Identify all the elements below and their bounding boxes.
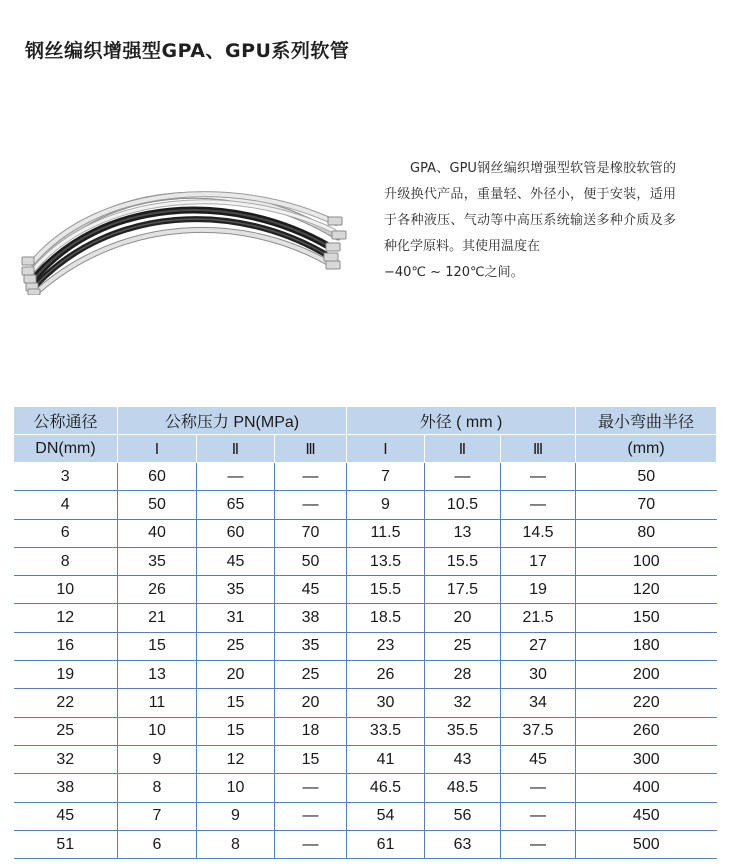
table-row bbox=[14, 830, 717, 858]
temperature-range: −40℃ ~ 120℃之间。 bbox=[384, 265, 524, 280]
table-cell: 45 bbox=[197, 547, 275, 575]
table-cell: 15 bbox=[197, 717, 275, 745]
table-row bbox=[14, 689, 717, 717]
header-od-class-2: Ⅱ bbox=[425, 435, 501, 463]
header-bend-radius-unit: (mm) bbox=[576, 435, 717, 463]
header-pressure: 公称压力 PN(MPa) bbox=[118, 407, 347, 435]
table-cell: 50 bbox=[275, 547, 347, 575]
table-cell: — bbox=[501, 463, 576, 491]
header-bend-radius: 最小弯曲半径 bbox=[576, 407, 717, 435]
table-cell: 25 bbox=[197, 632, 275, 660]
table-row bbox=[14, 717, 717, 745]
header-pressure-class-3: Ⅲ bbox=[275, 435, 347, 463]
table-row bbox=[14, 802, 717, 830]
table-cell: 9 bbox=[197, 802, 275, 830]
table-body bbox=[14, 463, 717, 859]
table-cell: 300 bbox=[576, 745, 717, 773]
header-dn: 公称通径 bbox=[14, 407, 118, 435]
table-cell: 150 bbox=[576, 604, 717, 632]
table-cell: 31 bbox=[197, 604, 275, 632]
header-outer-diameter: 外径 ( mm ) bbox=[347, 407, 576, 435]
table-row bbox=[14, 661, 717, 689]
table-cell: 35.5 bbox=[425, 717, 501, 745]
table-cell: 34 bbox=[501, 689, 576, 717]
header-pressure-class-1: Ⅰ bbox=[118, 435, 197, 463]
header-od-class-3: Ⅲ bbox=[501, 435, 576, 463]
table-cell: 40 bbox=[118, 519, 197, 547]
table-cell: 10.5 bbox=[425, 491, 501, 519]
table-cell: 180 bbox=[576, 632, 717, 660]
table-row bbox=[14, 519, 717, 547]
table-cell: 70 bbox=[275, 519, 347, 547]
table-row bbox=[14, 745, 717, 773]
braided-hose-image bbox=[20, 165, 350, 295]
table-cell: — bbox=[275, 491, 347, 519]
table-cell: 13 bbox=[118, 661, 197, 689]
table-cell: 25 bbox=[425, 632, 501, 660]
table-cell: 4 bbox=[14, 491, 118, 519]
table-cell: 11 bbox=[118, 689, 197, 717]
table-cell: 7 bbox=[118, 802, 197, 830]
description-text: GPA、GPU钢丝编织增强型软管是橡胶软管的升级换代产品，重量轻、外径小，便于安装，适用于各种液压、气动等中高压系统输送多种介质及多种化学原料。其使用温度在 −40℃ ~ 120℃之间。 bbox=[384, 156, 676, 286]
table-cell: 30 bbox=[501, 661, 576, 689]
table-cell: 15 bbox=[197, 689, 275, 717]
table-cell: 200 bbox=[576, 661, 717, 689]
table-row bbox=[14, 547, 717, 575]
table-row bbox=[14, 576, 717, 604]
table-cell: 37.5 bbox=[501, 717, 576, 745]
table-cell: 400 bbox=[576, 774, 717, 802]
table-cell: 46.5 bbox=[347, 774, 425, 802]
table-cell: 51 bbox=[14, 830, 118, 858]
table-cell: 100 bbox=[576, 547, 717, 575]
table-cell: 45 bbox=[14, 802, 118, 830]
table-cell: 25 bbox=[14, 717, 118, 745]
table-cell: 15.5 bbox=[425, 547, 501, 575]
table-cell: 43 bbox=[425, 745, 501, 773]
table-cell: 18.5 bbox=[347, 604, 425, 632]
table-row bbox=[14, 774, 717, 802]
table-cell: 19 bbox=[501, 576, 576, 604]
table-cell: 50 bbox=[118, 491, 197, 519]
table-cell: 19 bbox=[14, 661, 118, 689]
table-cell: 18 bbox=[275, 717, 347, 745]
table-cell: 10 bbox=[197, 774, 275, 802]
table-cell: 70 bbox=[576, 491, 717, 519]
table-cell: 17 bbox=[501, 547, 576, 575]
table-cell: 35 bbox=[275, 632, 347, 660]
table-cell: — bbox=[501, 774, 576, 802]
table-cell: 28 bbox=[425, 661, 501, 689]
table-cell: 32 bbox=[425, 689, 501, 717]
table-cell: 20 bbox=[425, 604, 501, 632]
table-cell: 32 bbox=[14, 745, 118, 773]
table-cell: 3 bbox=[14, 463, 118, 491]
table-cell: 65 bbox=[197, 491, 275, 519]
table-cell: 15 bbox=[275, 745, 347, 773]
table-cell: — bbox=[275, 774, 347, 802]
table-cell: 56 bbox=[425, 802, 501, 830]
table-cell: 63 bbox=[425, 830, 501, 858]
page-title: 钢丝编织增强型GPA、GPU系列软管 bbox=[25, 40, 350, 62]
table-cell: 45 bbox=[501, 745, 576, 773]
table-cell: 61 bbox=[347, 830, 425, 858]
table-cell: 80 bbox=[576, 519, 717, 547]
table-cell: 54 bbox=[347, 802, 425, 830]
table-cell: 6 bbox=[14, 519, 118, 547]
table-cell: 20 bbox=[275, 689, 347, 717]
table-cell: — bbox=[275, 463, 347, 491]
table-cell: — bbox=[501, 802, 576, 830]
table-cell: 8 bbox=[14, 547, 118, 575]
table-cell: 7 bbox=[347, 463, 425, 491]
table-cell: 25 bbox=[275, 661, 347, 689]
table-cell: 26 bbox=[118, 576, 197, 604]
table-cell: 8 bbox=[197, 830, 275, 858]
table-cell: 450 bbox=[576, 802, 717, 830]
table-cell: 120 bbox=[576, 576, 717, 604]
table-cell: 14.5 bbox=[501, 519, 576, 547]
table-cell: 33.5 bbox=[347, 717, 425, 745]
table-cell: — bbox=[275, 802, 347, 830]
header-dn-unit: DN(mm) bbox=[14, 435, 118, 463]
table-cell: 23 bbox=[347, 632, 425, 660]
table-cell: 20 bbox=[197, 661, 275, 689]
table-cell: 38 bbox=[14, 774, 118, 802]
table-cell: 16 bbox=[14, 632, 118, 660]
product-description bbox=[384, 156, 676, 286]
table-cell: — bbox=[501, 830, 576, 858]
table-row bbox=[14, 632, 717, 660]
table-cell: 12 bbox=[197, 745, 275, 773]
table-cell: 13.5 bbox=[347, 547, 425, 575]
table-cell: — bbox=[501, 491, 576, 519]
table-cell: 26 bbox=[347, 661, 425, 689]
table-cell: 17.5 bbox=[425, 576, 501, 604]
table-cell: 27 bbox=[501, 632, 576, 660]
table-cell: 21 bbox=[118, 604, 197, 632]
table-cell: 22 bbox=[14, 689, 118, 717]
table-cell: 6 bbox=[118, 830, 197, 858]
table-cell: 220 bbox=[576, 689, 717, 717]
table-cell: 8 bbox=[118, 774, 197, 802]
table-row bbox=[14, 491, 717, 519]
table-cell: 48.5 bbox=[425, 774, 501, 802]
spec-table bbox=[13, 406, 717, 859]
table-cell: 35 bbox=[118, 547, 197, 575]
table-cell: 60 bbox=[197, 519, 275, 547]
table-cell: 35 bbox=[197, 576, 275, 604]
table-cell: 10 bbox=[118, 717, 197, 745]
table-row bbox=[14, 604, 717, 632]
table-cell: — bbox=[275, 830, 347, 858]
table-cell: 13 bbox=[425, 519, 501, 547]
table-cell: 500 bbox=[576, 830, 717, 858]
table-cell: 41 bbox=[347, 745, 425, 773]
table-cell: 9 bbox=[118, 745, 197, 773]
table-cell: 10 bbox=[14, 576, 118, 604]
table-row bbox=[14, 463, 717, 491]
table-cell: 12 bbox=[14, 604, 118, 632]
table-cell: 260 bbox=[576, 717, 717, 745]
table-cell: 11.5 bbox=[347, 519, 425, 547]
table-cell: 50 bbox=[576, 463, 717, 491]
table-cell: 21.5 bbox=[501, 604, 576, 632]
table-cell: — bbox=[197, 463, 275, 491]
table-cell: 30 bbox=[347, 689, 425, 717]
table-cell: — bbox=[425, 463, 501, 491]
header-pressure-class-2: Ⅱ bbox=[197, 435, 275, 463]
table-cell: 60 bbox=[118, 463, 197, 491]
table-cell: 15 bbox=[118, 632, 197, 660]
table-cell: 15.5 bbox=[347, 576, 425, 604]
table-cell: 38 bbox=[275, 604, 347, 632]
header-od-class-1: Ⅰ bbox=[347, 435, 425, 463]
table-cell: 9 bbox=[347, 491, 425, 519]
table-cell: 45 bbox=[275, 576, 347, 604]
